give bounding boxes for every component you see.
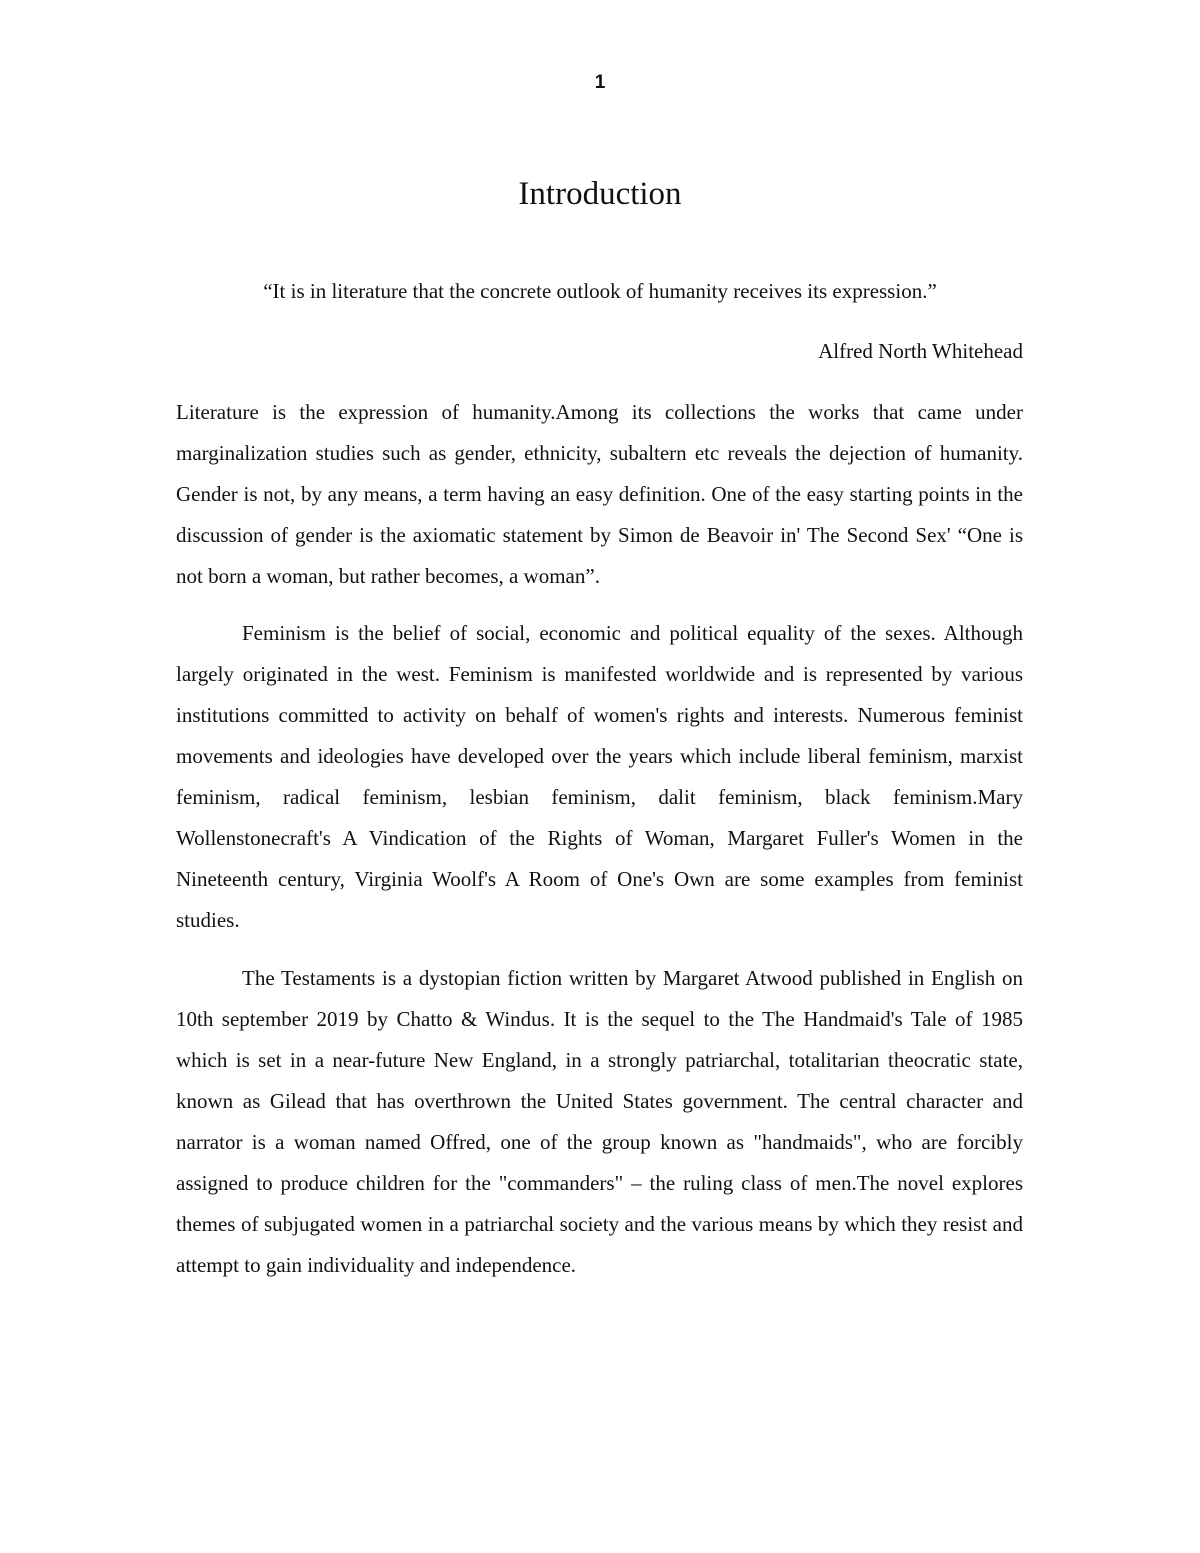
page-title: Introduction xyxy=(518,176,682,212)
epigraph-quote: “It is in literature that the concrete outlook of humanity receives its expression.” xyxy=(263,279,937,303)
page-number: 1 xyxy=(594,72,606,93)
paragraph-feminism: Feminism is the belief of social, economic and political equality of the sexes. Although largely originated in the west. Feminism is manifested worldwide and is represented by various institutions committed to activity on behalf of women's rights and interests. Numerous feminist movements and ideologies have developed over the years which include liberal feminism, marxist feminism, radical feminism, lesbian feminism, dalit feminism, black feminism.Mary Wollenstonecraft's A Vindication of the Rights of Woman, Margaret Fuller's Women in the Nineteenth century, Virginia Woolf's A Room of One's Own are some examples from feminist studies. xyxy=(176,621,1023,932)
paragraph-literature: Literature is the expression of humanity.Among its collections the works that came under marginalization studies such as gender, ethnicity, subaltern etc reveals the dejection of humanity. Gender is not, by any means, a term having an easy definition. One of the easy starting points in the discussion of gender is the axiomatic statement by Simon de Beavoir in' The Second Sex' “One is not born a woman, but rather becomes, a woman”. xyxy=(176,400,1023,588)
paragraph-testaments: The Testaments is a dystopian fiction written by Margaret Atwood published in English on 10th september 2019 by Chatto & Windus. It is the sequel to the The Handmaid's Tale of 1985 which is set in a near-future New England, in a strongly patriarchal, totalitarian theocratic state, known as Gilead that has overthrown the United States government. The central character and narrator is a woman named Offred, one of the group known as "handmaids", who are forcibly assigned to produce children for the "commanders" – the ruling class of men.The novel explores themes of subjugated women in a patriarchal society and the various means by which they resist and attempt to gain individuality and independence. xyxy=(176,966,1023,1277)
epigraph-author: Alfred North Whitehead xyxy=(818,339,1023,363)
